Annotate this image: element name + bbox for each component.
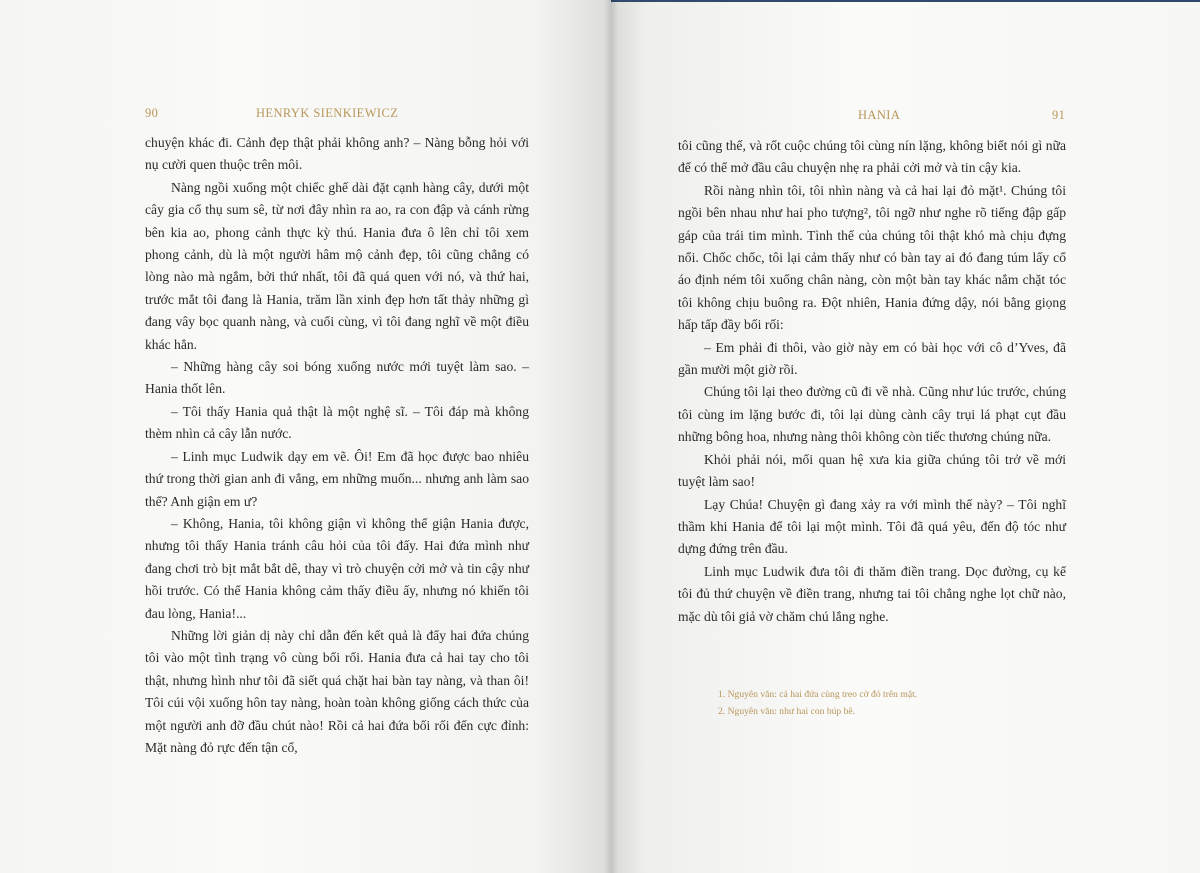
paragraph: Rồi nàng nhìn tôi, tôi nhìn nàng và cả hai lại đỏ mặt¹. Chúng tôi ngồi bên nhau như hai pho tượng², tôi ngỡ như nghe rõ tiếng đập gấp gáp của trái tim mình. Tình thế của chúng tôi thật khó mà chịu đựng nổi. Chốc chốc, tôi lại cảm thấy như có bàn tay ai đó đang túm lấy cổ áo định ném tôi xuống chân nàng, còn một bàn tay khác nắm chặt tóc tôi không chịu buông ra. Đột nhiên, Hania đứng dậy, nói bằng giọng hấp tấp đầy bối rối: — [678, 182, 1066, 333]
page-number-right: 91 — [1052, 108, 1066, 122]
paragraph: Linh mục Ludwik đưa tôi đi thăm điền trang. Dọc đường, cụ kể tôi đủ thứ chuyện về điền trang, nhưng tai tôi chẳng nghe lọt chữ nào, mặc dù tôi giả vờ chăm chú lắng nghe. — [678, 563, 1066, 624]
paragraph: tôi cũng thế, và rốt cuộc chúng tôi cùng nín lặng, không biết nói gì nữa để có thể mở đầu câu chuyện nhẹ ra phải cởi mở và tin cậy kia. — [678, 138, 1066, 176]
paragraph: – Linh mục Ludwik dạy em vẽ. Ôi! Em đã học được bao nhiêu thứ trong thời gian anh đi vắng, em những muốn... nhưng anh làm sao thế? Anh giận em ư? — [145, 448, 529, 509]
paragraph: Chúng tôi lại theo đường cũ đi về nhà. Cũng như lúc trước, chúng tôi cùng im lặng bước đi, tôi lại dùng cành cây trụi lá phạt cụt đầu những bông hoa, nhưng nàng thôi không còn tiếc thương chúng nữa. — [678, 384, 1066, 445]
footnote-2: 2. Nguyên văn: như hai con búp bê. — [718, 706, 856, 717]
page-number-left: 90 — [145, 106, 159, 120]
running-header-left: HENRYK SIENKIEWICZ — [256, 106, 399, 120]
paragraph: Nàng ngồi xuống một chiếc ghế dài đặt cạnh hàng cây, dưới một cây gia cổ thụ sum sê, từ nơi đây nhìn ra ao, ra con đập và cánh rừng bên kia ao, phong cảnh thực kỳ thú. Hania đưa ô lên chỉ tôi xem phong cảnh, dù là một người hâm mộ cảnh đẹp, tôi cũng chẳng có lòng nào mà ngắm, bởi thứ nhất, tôi đã quá quen với nó, và thứ hai, trước mắt tôi đang là Hania, trăm lần xinh đẹp hơn tất thảy những gì đang vây bọc quanh nàng, và cuối cùng, vì tôi đang nghĩ về một điều khác hẳn. — [145, 179, 529, 352]
paragraph: Những lời giản dị này chỉ dẫn đến kết quả là đẩy hai đứa chúng tôi vào một tình trạng vô cùng bối rối. Hania đưa cả hai tay cho tôi thật, nhưng hình như tôi đã siết quá chặt hai bàn tay nàng, và than ôi! Tôi cúi vội xuống hôn tay nàng, hoàn toàn không giống cách thức của một người anh đỡ đầu chút nào! Rồi cả hai đứa bối rối đến cực đỉnh: Mặt nàng đỏ rực đến tận cổ, — [145, 627, 529, 755]
footnotes — [718, 686, 917, 720]
paragraph: – Em phải đi thôi, vào giờ này em có bài học với cô d’Yves, đã gần mười một giờ rồi. — [678, 339, 1066, 378]
left-page-body — [145, 132, 529, 759]
right-page — [611, 2, 1200, 873]
paragraph: Lạy Chúa! Chuyện gì đang xảy ra với mình thế này? – Tôi nghĩ thầm khi Hania để tôi lại một mình. Tôi đã quá yêu, đến độ tóc như dựng đứng trên đầu. — [678, 496, 1066, 557]
paragraph: – Không, Hania, tôi không giận vì không thể giận Hania được, nhưng tôi thấy Hania tránh câu hỏi của tôi đấy. Hai đứa mình như đang chơi trò bịt mắt bắt dê, thay vì trò chuyện cởi mở và tin cậy như hồi trước. Có thể Hania không cảm thấy điều ấy, nhưng nó khiến tôi đau lòng, Hania!... — [145, 515, 529, 621]
paragraph: – Những hàng cây soi bóng xuống nước mới tuyệt làm sao. – Hania thốt lên. — [145, 359, 529, 397]
running-header-right: HANIA — [858, 108, 901, 122]
book-gutter-shadow — [604, 0, 618, 873]
paragraph: – Tôi thấy Hania quả thật là một nghệ sĩ. – Tôi đáp mà không thèm nhìn cả cây lẫn nước. — [145, 403, 529, 442]
paragraph: chuyện khác đi. Cảnh đẹp thật phải không anh? – Nàng bỗng hỏi với nụ cười quen thuộc trên môi. — [145, 135, 529, 173]
right-page-body — [678, 135, 1066, 628]
paragraph: Khỏi phải nói, mối quan hệ xưa kia giữa chúng tôi trở về mới tuyệt làm sao! — [678, 451, 1066, 490]
footnote-1: 1. Nguyên văn: cả hai đứa cùng treo cờ đỏ trên mặt. — [718, 689, 918, 700]
